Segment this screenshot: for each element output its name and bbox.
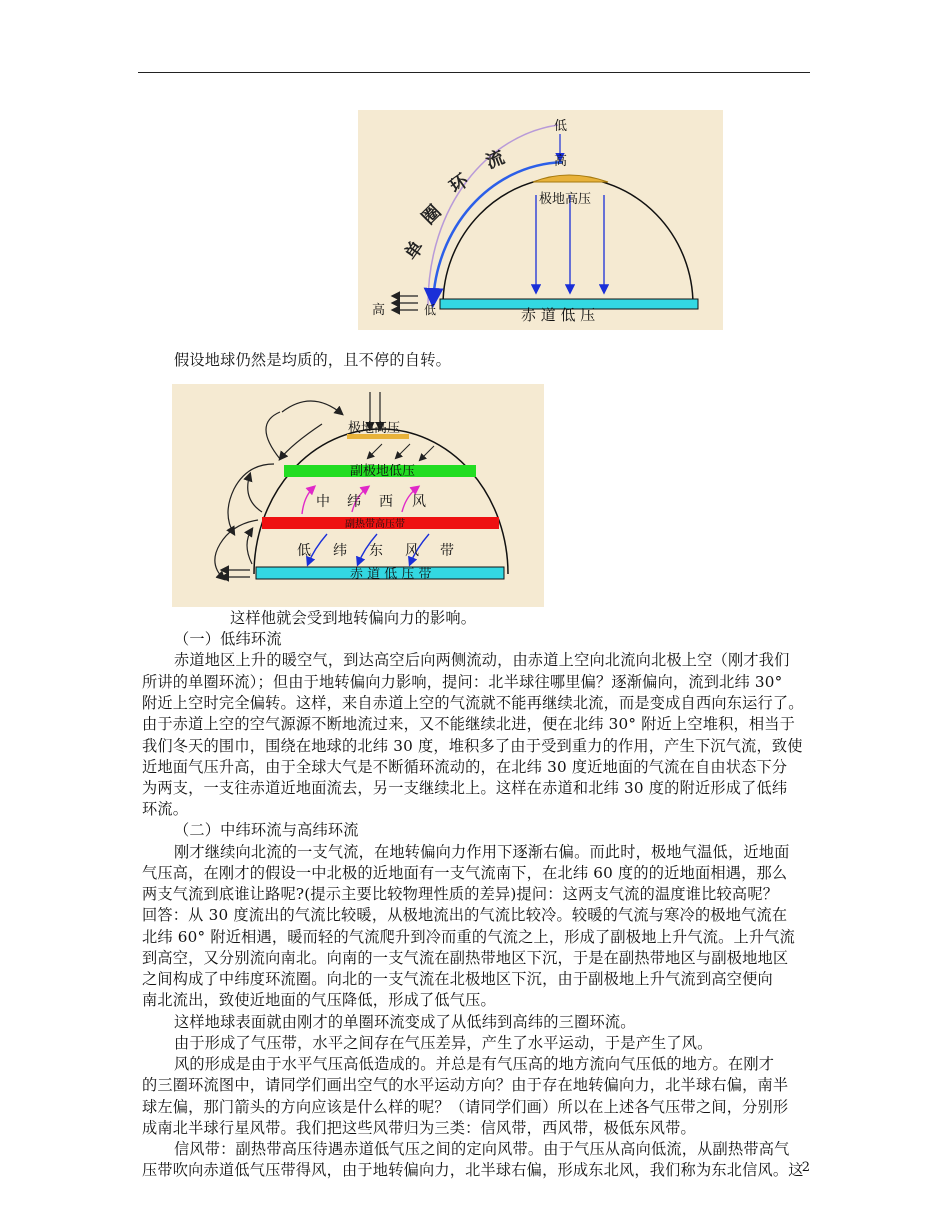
trades-char-5: 带 bbox=[440, 543, 454, 559]
trades-char-4: 风 bbox=[405, 543, 419, 559]
polar-high-label: 极地高压 bbox=[539, 192, 592, 207]
paragraph-line: 刚才继续向北流的一支气流，在地转偏向力作用下逐渐右偏。而此时，极地气温低，近地面 bbox=[174, 843, 790, 861]
paragraph-line: 这样地球表面就由刚才的单圈环流变成了从低纬到高纬的三圈环流。 bbox=[174, 1013, 636, 1031]
label-low-left: 低 bbox=[424, 303, 437, 317]
single-cell-circulation-figure bbox=[358, 110, 723, 330]
subtropical-high-label: 副热带高压带 bbox=[345, 519, 405, 530]
paragraph-line: 成南北半球行星风带。我们把这些风带归为三类：信风带，西风带，极低东风带。 bbox=[142, 1119, 696, 1137]
paragraph-line: 之间构成了中纬度环流圈。向北的一支气流在北极地区下沉，由于副极地上升气流到高空便向 bbox=[142, 970, 773, 988]
section-heading-2: （二）中纬环流与高纬环流 bbox=[174, 821, 359, 839]
paragraph-line: 回答：从 30 度流出的气流比较暖，从极地流出的气流比较冷。较暖的气流与寒冷的极地气流在 bbox=[142, 906, 788, 924]
westerlies-char-2: 纬 bbox=[347, 494, 361, 510]
paragraph-line: 我们冬天的围巾，围绕在地球的北纬 30 度，堆积多了由于受到重力的作用，产生下沉气流，致使 bbox=[142, 737, 803, 755]
paragraph-line: 到高空，又分别流向南北。向南的一支气流在副热带地区下沉，于是在副热带地区与副极地地区 bbox=[142, 949, 789, 967]
header-rule bbox=[138, 72, 810, 73]
westerlies-char-1: 中 bbox=[316, 494, 330, 510]
westerlies-char-3: 西 bbox=[379, 494, 393, 510]
section-heading-1: （一）低纬环流 bbox=[174, 630, 282, 648]
paragraph-line: 由于赤道上空的空气源源不断地流过来，又不能继续北进，便在北纬 30° 附近上空堆积，相当于 bbox=[142, 715, 796, 733]
equator-low-label: 赤 道 低 压 bbox=[521, 306, 596, 324]
paragraph-line: 北纬 60° 附近相遇，暖而轻的气流爬升到冷而重的气流之上，形成了副极地上升气流。上升气流 bbox=[142, 928, 796, 946]
arc-char-1: 单 bbox=[400, 237, 429, 265]
subpolar-low-label: 副极地低压 bbox=[350, 464, 416, 479]
equator-low-label: 赤 道 低 压 带 bbox=[350, 567, 432, 582]
paragraph-line: 气压高，在刚才的假设一中北极的近地面有一支气流南下，在北纬 60 度的的近地面相遇，那么 bbox=[142, 864, 788, 882]
caption-2: 这样他就会受到地转偏向力的影响。 bbox=[230, 609, 477, 627]
paragraph-line: 近地面气压升高，由于全球大气是不断循环流动的，在北纬 30 度近地面的气流在自由状态下分 bbox=[142, 758, 788, 776]
paragraph-line: 环流。 bbox=[142, 800, 189, 818]
paragraph-line: 由于形成了气压带，水平之间存在气压差异，产生了水平运动，于是产生了风。 bbox=[174, 1034, 713, 1052]
arc-char-4: 流 bbox=[482, 146, 508, 174]
arc-char-3: 环 bbox=[445, 170, 473, 198]
paragraph-line: 信风带：副热带高压待遇赤道低气压之间的定向风带。由于气压从高向低流，从副热带高气 bbox=[174, 1140, 790, 1158]
trades-char-1: 低 bbox=[297, 543, 311, 559]
westerlies-char-4: 风 bbox=[412, 494, 426, 510]
label-low-top: 低 bbox=[554, 119, 568, 134]
paragraph-line: 南北流出，致使近地面的气压降低，形成了低气压。 bbox=[142, 991, 496, 1009]
arc-char-2: 圈 bbox=[417, 201, 446, 229]
trades-char-2: 纬 bbox=[333, 543, 347, 559]
label-high-left: 高 bbox=[372, 303, 386, 318]
paragraph-line: 为两支，一支往赤道近地面流去，另一支继续北上。这样在赤道和北纬 30 度的附近形成了低纬 bbox=[142, 779, 788, 797]
paragraph-line: 的三圈环流图中，请同学们画出空气的水平运动方向？由于存在地转偏向力，北半球右偏，南半 bbox=[142, 1076, 789, 1094]
paragraph-line: 所讲的单圈环流）；但由于地转偏向力影响，提问：北半球往哪里偏？逐渐偏向，流到北纬 30° bbox=[142, 673, 783, 691]
caption-1: 假设地球仍然是均质的，且不停的自转。 bbox=[174, 351, 451, 369]
three-cell-circulation-figure bbox=[172, 384, 544, 607]
page-number: 2 bbox=[801, 1160, 810, 1175]
paragraph-line: 风的形成是由于水平气压高低造成的。并总是有气压高的地方流向气压低的地方。在刚才 bbox=[174, 1055, 775, 1073]
paragraph-line: 压带吹向赤道低气压带得风，由于地转偏向力，北半球右偏，形成东北风，我们称为东北信风。这 bbox=[142, 1161, 804, 1179]
trades-char-3: 东 bbox=[369, 543, 383, 559]
label-high-top: 高 bbox=[554, 154, 568, 169]
paragraph-line: 球左偏，那门箭头的方向应该是什么样的呢？（请同学们画）所以在上述各气压带之间，分别形 bbox=[142, 1098, 789, 1116]
paragraph-line: 附近上空时完全偏转。这样，来自赤道上空的气流就不能再继续北流，而是变成自西向东运行了。 bbox=[142, 694, 804, 712]
paragraph-line: 两支气流到底谁让路呢?(提示主要比较物理性质的差异)提问：这两支气流的温度谁比较高呢？ bbox=[142, 885, 779, 903]
paragraph-line: 赤道地区上升的暖空气，到达高空后向两侧流动，由赤道上空向北流向北极上空（刚才我们 bbox=[174, 651, 790, 669]
polar-high-label: 极地高压 bbox=[348, 421, 401, 436]
